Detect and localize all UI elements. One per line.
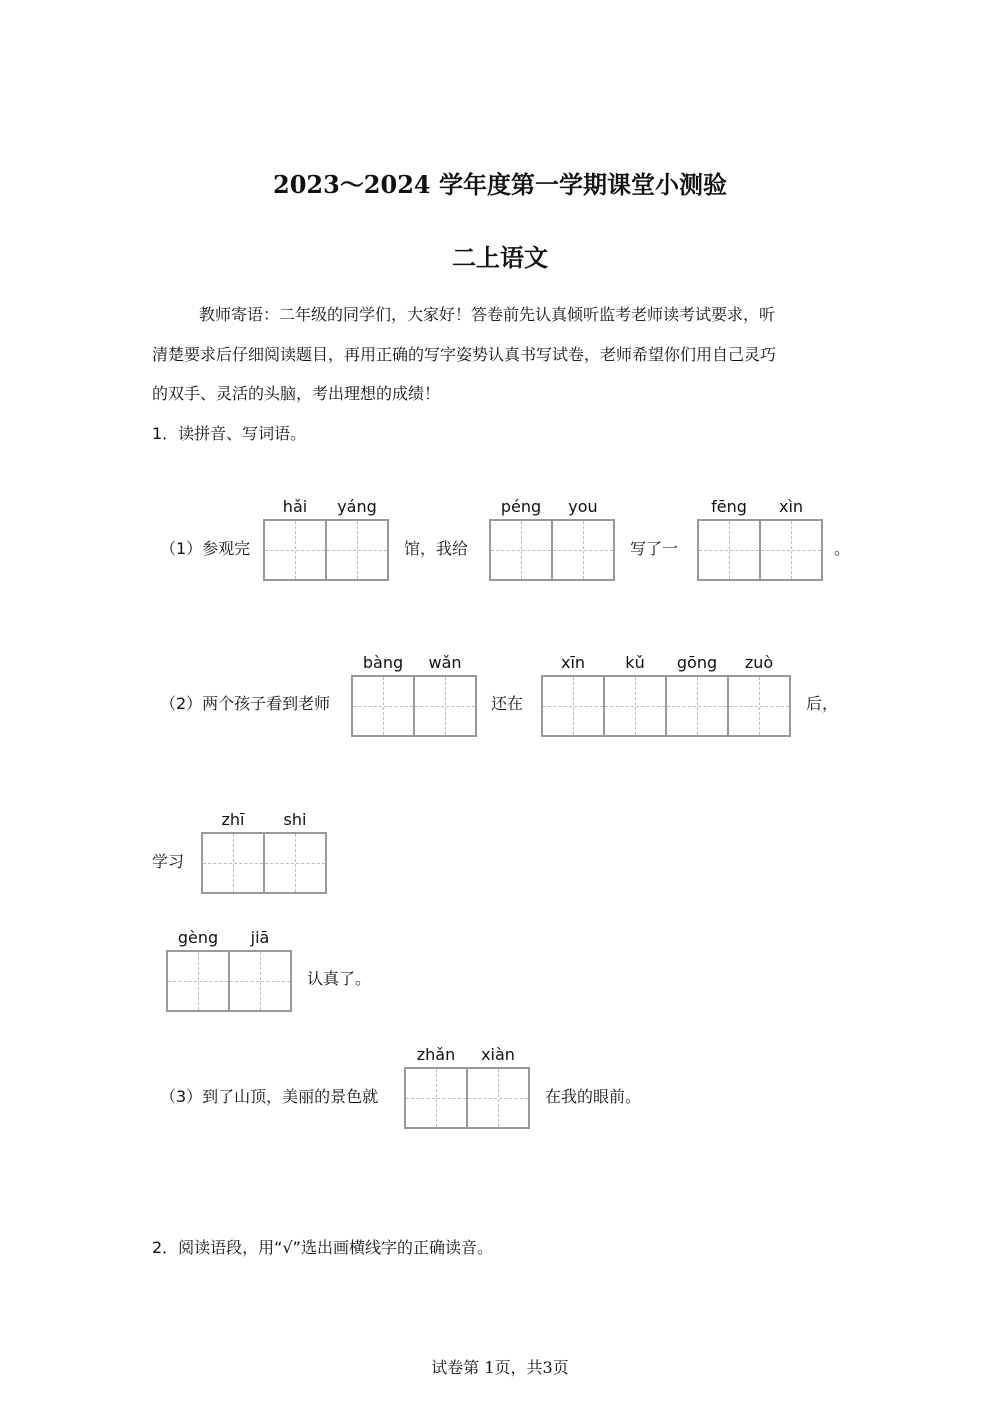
exam-subtitle: 二上语文	[452, 243, 548, 272]
writing-grid-zhanxian[interactable]	[404, 1067, 530, 1129]
pinyin-zhan: zhǎn	[416, 1045, 456, 1064]
q1-s3-end: 在我的眼前。	[545, 1087, 642, 1106]
pinyin-xian: xiàn	[481, 1045, 515, 1064]
intro-line-1: 教师寄语：二年级的同学们，大家好！答卷前先认真倾听监考老师读考试要求，听	[199, 305, 776, 324]
pinyin-feng: fēng	[711, 497, 747, 516]
pinyin-xin2: xīn	[560, 653, 586, 672]
pinyin-geng: gèng	[177, 928, 219, 947]
intro-line-2: 清楚要求后仔细阅读题目，再用正确的写字姿势认真书写试卷，老师希望你们用自己灵巧	[152, 345, 777, 364]
writing-cell[interactable]	[327, 521, 387, 579]
q1-s2-end: 后，	[806, 694, 839, 713]
q1-s1-mid2: 写了一	[630, 539, 679, 558]
writing-cell[interactable]	[543, 677, 605, 735]
writing-cell[interactable]	[406, 1069, 468, 1127]
writing-grid-zhishi[interactable]	[201, 832, 327, 894]
writing-grid-fengxin[interactable]	[697, 519, 823, 581]
writing-cell[interactable]	[353, 677, 415, 735]
writing-cell[interactable]	[761, 521, 821, 579]
q1-s2-mid1: 还在	[491, 694, 524, 713]
pinyin-peng: péng	[500, 497, 542, 516]
intro-line-3: 的双手、灵活的头脑，考出理想的成绩！	[152, 384, 441, 403]
writing-cell[interactable]	[729, 677, 789, 735]
writing-cell[interactable]	[265, 521, 327, 579]
writing-cell[interactable]	[265, 834, 325, 892]
page-footer: 试卷第 1页，共3页	[431, 1358, 569, 1377]
writing-cell[interactable]	[168, 952, 230, 1010]
pinyin-ku: kǔ	[625, 653, 645, 672]
q1-heading: 1．读拼音、写词语。	[152, 424, 307, 443]
pinyin-you: you	[568, 497, 598, 516]
q1-s1-label: （1）参观完	[160, 539, 251, 558]
pinyin-bang: bàng	[362, 653, 404, 672]
pinyin-wan: wǎn	[428, 653, 462, 672]
writing-grid-xinkugongzuo[interactable]	[541, 675, 791, 737]
writing-grid-bangwan[interactable]	[351, 675, 477, 737]
pinyin-shi: shi	[283, 810, 307, 829]
writing-cell[interactable]	[491, 521, 553, 579]
writing-cell[interactable]	[415, 677, 475, 735]
writing-cell[interactable]	[230, 952, 290, 1010]
pinyin-yang: yáng	[337, 497, 377, 516]
writing-grid-pengyou[interactable]	[489, 519, 615, 581]
writing-cell[interactable]	[468, 1069, 528, 1127]
q1-s2-line3-end: 认真了。	[307, 969, 372, 988]
writing-cell[interactable]	[203, 834, 265, 892]
pinyin-xin: xìn	[778, 497, 804, 516]
writing-grid-haiyang[interactable]	[263, 519, 389, 581]
q1-s1-mid1: 馆，我给	[404, 539, 469, 558]
pinyin-gong: gōng	[676, 653, 718, 672]
writing-cell[interactable]	[553, 521, 613, 579]
q1-s3-label: （3）到了山顶，美丽的景色就	[160, 1087, 379, 1106]
q1-s1-end: 。	[834, 539, 851, 558]
pinyin-hai: hǎi	[282, 497, 308, 516]
writing-grid-gengjia[interactable]	[166, 950, 292, 1012]
pinyin-zhi: zhī	[221, 810, 245, 829]
q1-s2-label: （2）两个孩子看到老师	[160, 694, 331, 713]
exam-title: 2023～2024 学年度第一学期课堂小测验	[273, 170, 727, 199]
q1-s2-line2-label: 学习	[152, 852, 185, 871]
q2-heading: 2．阅读语段，用“√”选出画横线字的正确读音。	[152, 1238, 493, 1257]
writing-cell[interactable]	[699, 521, 761, 579]
writing-cell[interactable]	[605, 677, 667, 735]
pinyin-jia: jiā	[250, 928, 270, 947]
writing-cell[interactable]	[667, 677, 729, 735]
pinyin-zuo: zuò	[744, 653, 774, 672]
